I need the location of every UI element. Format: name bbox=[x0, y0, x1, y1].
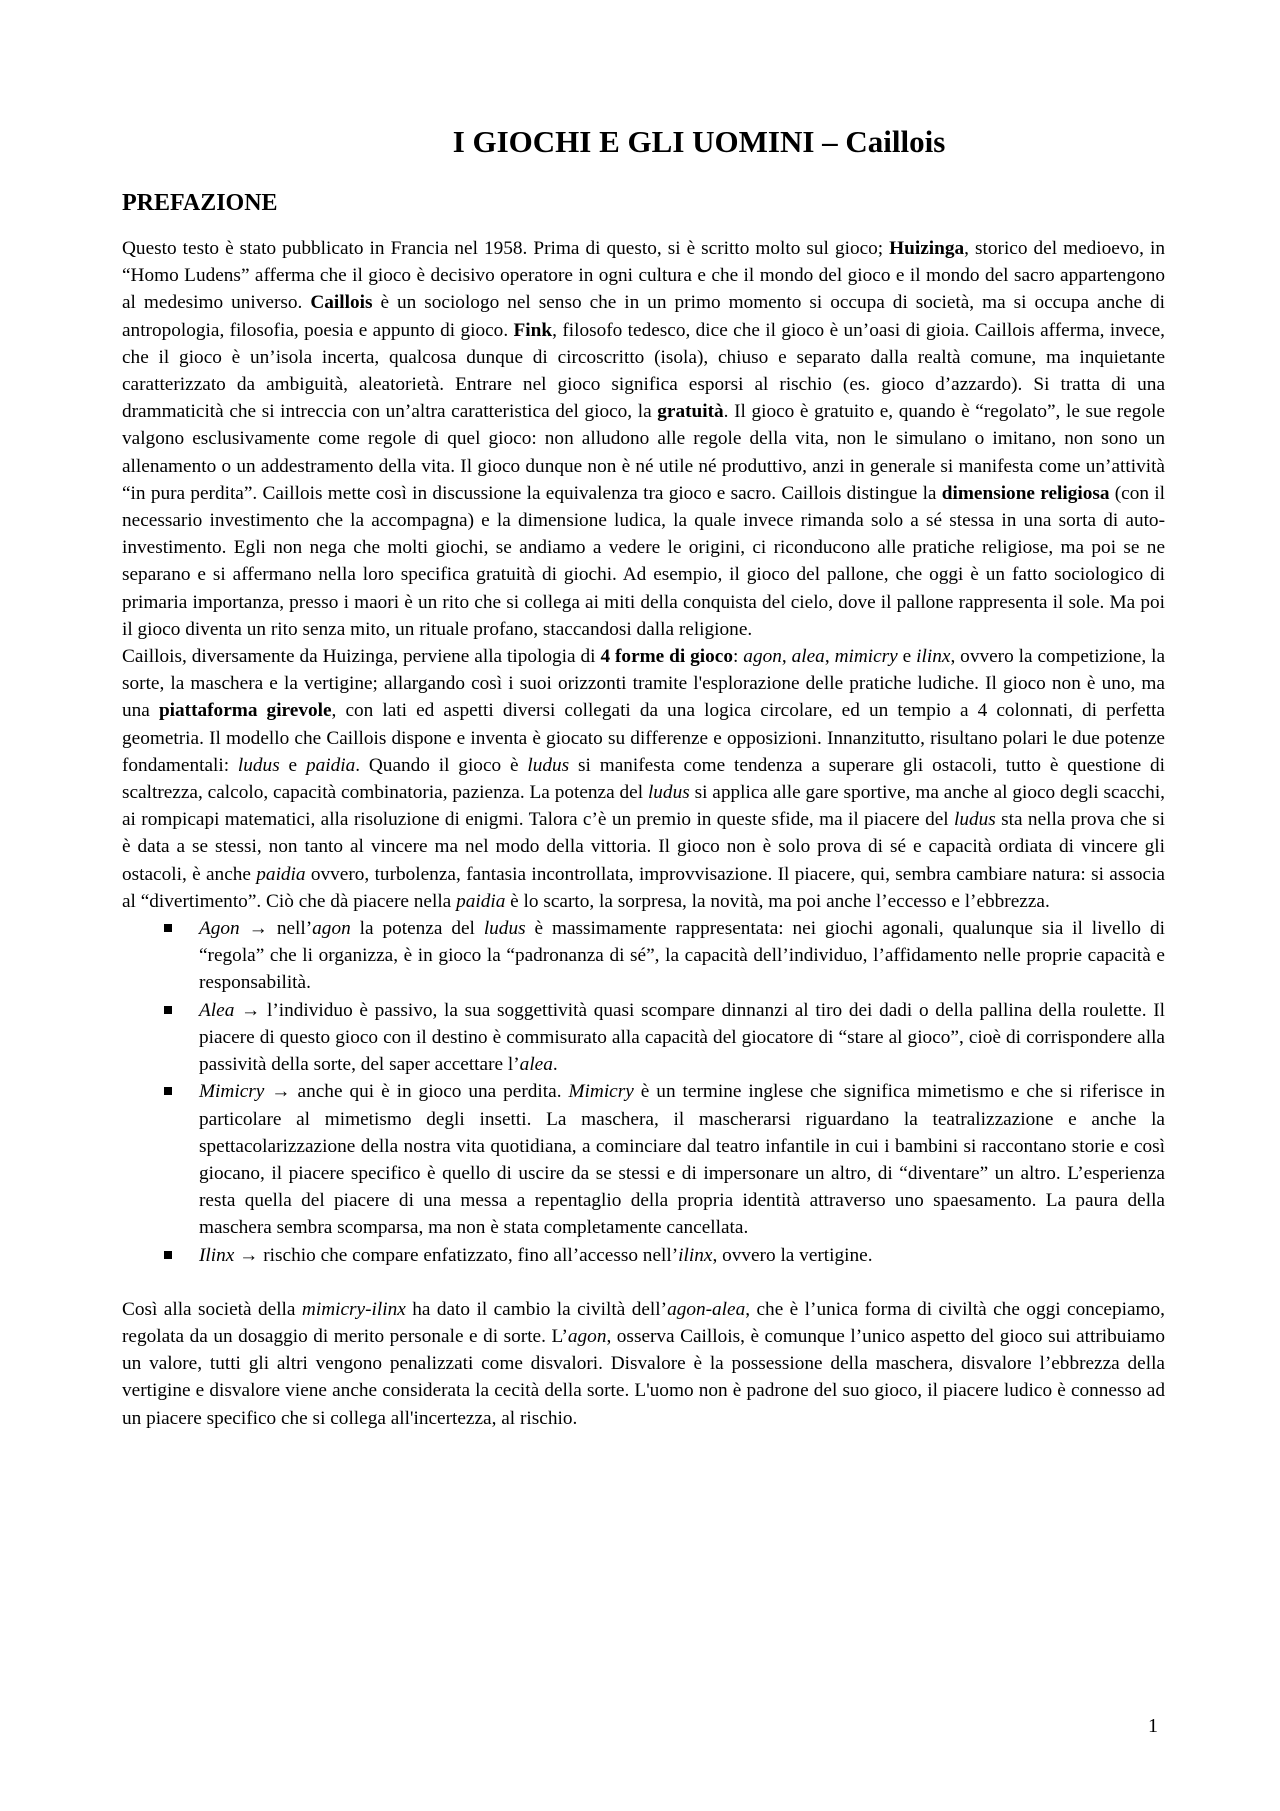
text-run: (con il necessario investimento che la accompagna) e la dimensione ludica, la quale invece rimanda solo a sé stessa in una sorta di auto-investimento. Egli non nega che molti giochi, se andiamo a vedere le origini, ci riconducono alle pratiche religiose, ma poi se ne separano e si affermano nella loro specifica gratuità di giochi. Ad esempio, il gioco del pallone, che oggi è un fatto sociologico di primaria importanza, presso i maori è un rito che si collega ai miti della conquista del cielo, dove il pallone rappresenta il sole. Ma poi il gioco diventa un rito senza mito, un rituale profano, staccandosi dalla religione. bbox=[122, 482, 1165, 640]
text-run: → l’individuo è passivo, la sua soggettività quasi scompare dinnanzi al tiro dei dadi o della pallina della roulette. Il piacere di questo gioco con il destino è commisurato alla capacità del giocatore di “stare al gioco”, cioè di corrispondere alla passività della sorte, del saper accettare l’ bbox=[199, 999, 1165, 1076]
italic-text: ilinx bbox=[678, 1244, 713, 1266]
italic-text: ludus bbox=[527, 754, 570, 776]
list-item-text bbox=[199, 1000, 1165, 1075]
text-run: : bbox=[733, 646, 744, 668]
text-run: , bbox=[824, 646, 835, 668]
bullet-icon bbox=[164, 1087, 172, 1095]
list-item bbox=[122, 915, 1165, 997]
section-heading: PREFAZIONE bbox=[122, 190, 278, 216]
bold-text: 4 forme di gioco bbox=[600, 646, 734, 668]
italic-text: agon bbox=[743, 646, 782, 668]
text-run: , che è l’unica forma di civiltà che oggi concepiamo, regolata da un dosaggio di merito personale e di sorte. L’ bbox=[122, 1298, 1165, 1347]
italic-text: paidia bbox=[305, 754, 356, 776]
document-body bbox=[122, 235, 1165, 1432]
italic-text: Agon bbox=[199, 918, 240, 940]
bold-text: Caillois bbox=[310, 292, 373, 314]
text-run: è un termine inglese che significa mimetismo e che si riferisce in particolare al mimetismo degli insetti. La maschera, il mascherarsi riguardano la teatralizzazione e anche la spettacolarizzazione della nostra vita quotidiana, a cominciare dal teatro infantile in cui i bambini si raccontano storie e così giocano, il piacere specifico è quello di uscire da se stessi e di impersonare un altro, di “diventare” un altro. L’esperienza resta quella del piacere di una messa a repentaglio della propria identità attraverso uno spaesamento. La paura della maschera sembra scomparsa, ma non è stata completamente cancellata. bbox=[199, 1081, 1165, 1239]
page-number: 1 bbox=[1148, 1715, 1158, 1737]
spacer bbox=[122, 1269, 1165, 1296]
list-item-text bbox=[199, 1081, 1165, 1238]
italic-text: paidia bbox=[456, 890, 506, 912]
italic-text: Mimicry bbox=[568, 1081, 634, 1103]
text-run: , osserva Caillois, è comunque l’unico aspetto del gioco sui attribuiamo un valore, tutti gli altri vengono penalizzati come disvalori. Disvalore è la possessione della maschera, disvalore l’ebbrezza della vertigine e disvalore viene anche considerata la cecità della sorte. L'uomo non è padrone del suo gioco, il piacere ludico è connesso ad un piacere specifico che si collega all'incertezza, al rischio. bbox=[122, 1325, 1165, 1429]
bold-text: gratuità bbox=[657, 401, 724, 423]
italic-text: ludus bbox=[237, 754, 280, 776]
list-item bbox=[122, 1242, 1165, 1269]
text-run: , storico del medioevo, in “Homo Ludens” afferma che il gioco è decisivo operatore in ogni cultura e che il mondo del gioco e il mondo del sacro appartengono al medesimo universo. bbox=[122, 238, 1165, 314]
text-run: è lo scarto, la sorpresa, la novità, ma poi anche l’eccesso e l’ebbrezza. bbox=[505, 890, 1050, 912]
bullet-list bbox=[122, 915, 1165, 1269]
bold-text: dimensione religiosa bbox=[941, 482, 1110, 504]
italic-text: mimicry bbox=[834, 646, 898, 668]
italic-text: Ilinx bbox=[199, 1244, 235, 1266]
text-run: , con lati ed aspetti diversi collegati da una logica circolare, ed un tempio a 4 colonnati, di perfetta geometria. Il modello che Caillois dispone e inventa è giocato su differenze e opposizioni. Innanzitutto, risultano polari le due potenze fondamentali: bbox=[122, 700, 1165, 776]
italic-text: agon bbox=[312, 918, 351, 940]
italic-text: Alea bbox=[199, 999, 235, 1021]
text-run: sta nella prova che si è data a se stessi, non tanto al vincere ma nel modo della vittoria. Il gioco non è solo prova di sé e capacità ordiata di vincere gli ostacoli, è anche bbox=[122, 809, 1166, 885]
list-item bbox=[122, 997, 1165, 1079]
text-run: . Il gioco è gratuito e, quando è “regolato”, le sue regole valgono esclusivamente come regole di quel gioco: non alludono alle regole della vita, non le simulano o imitano, non sono un allenamento o un addestramento della vita. Il gioco dunque non è né utile né produttivo, anzi in generale si manifesta come un’attività “in pura perdita”. Caillois mette così in discussione la equivalenza tra gioco e sacro. Caillois distingue la bbox=[122, 401, 1165, 504]
text-run: Caillois, diversamente da Huizinga, perviene alla tipologia di bbox=[122, 646, 601, 668]
italic-text: alea bbox=[519, 1054, 553, 1076]
text-run: Così alla società della bbox=[122, 1298, 302, 1320]
text-run: . Quando il gioco è bbox=[355, 754, 528, 776]
text-run: la potenza del bbox=[350, 918, 484, 940]
text-run: ha dato il cambio la civiltà dell’ bbox=[405, 1298, 668, 1320]
bold-text: Fink bbox=[513, 319, 553, 341]
text-run: Questo testo è stato pubblicato in Francia nel 1958. Prima di questo, si è scritto molto sul gioco; bbox=[122, 238, 890, 259]
text-run: si applica alle gare sportive, ma anche al gioco degli scacchi, ai rompicapi matematici, alla risoluzione di enigmi. Talora c’è un premio in queste sfide, ma il piacere del bbox=[122, 782, 1165, 831]
text-run: ovvero, turbolenza, fantasia incontrollata, improvvisazione. Il piacere, qui, sembra cambiare natura: si associa al “divertimento”. Ciò che dà piacere nella bbox=[122, 863, 1165, 912]
text-run: è un sociologo nel senso che in un primo momento si occupa di società, ma si occupa anche di antropologia, filosofia, poesia e appunto di gioco. bbox=[122, 292, 1165, 341]
text-run: e bbox=[279, 754, 306, 776]
bullet-icon bbox=[164, 924, 172, 932]
list-item-text bbox=[199, 1245, 873, 1266]
paragraph bbox=[122, 235, 1165, 643]
italic-text: agon-alea bbox=[667, 1298, 746, 1320]
italic-text: mimicry-ilinx bbox=[301, 1298, 406, 1320]
text-run: → nell’ bbox=[239, 918, 313, 940]
bold-text: piattaforma girevole bbox=[158, 700, 332, 722]
text-run: → rischio che compare enfatizzato, fino all’accesso nell’ bbox=[234, 1244, 679, 1266]
italic-text: ludus bbox=[954, 809, 996, 831]
text-run: , bbox=[781, 646, 792, 668]
italic-text: ludus bbox=[647, 782, 690, 804]
italic-text: Mimicry bbox=[199, 1081, 265, 1103]
text-run: . bbox=[552, 1054, 558, 1076]
document-title: I GIOCHI E GLI UOMINI – Caillois bbox=[452, 124, 946, 159]
text-run: è massimamente rappresentata: nei giochi agonali, qualunque sia il livello di “regola” che li organizza, è in gioco la “padronanza di sé”, la capacità dell’individuo, l’affidamento nelle proprie capacità e responsabilità. bbox=[199, 918, 1165, 994]
text-run: , ovvero la vertigine. bbox=[712, 1244, 873, 1266]
italic-text: agon bbox=[567, 1325, 607, 1347]
list-item-text bbox=[199, 918, 1165, 993]
italic-text: alea bbox=[791, 646, 825, 668]
text-run: si manifesta come tendenza a superare gli ostacoli, tutto è questione di scaltrezza, calcolo, capacità combinatoria, pazienza. La potenza del bbox=[122, 754, 1166, 804]
italic-text: ilinx bbox=[916, 646, 951, 668]
text-run: , ovvero la competizione, la sorte, la maschera e la vertigine; allargando così i suoi orizzonti tramite l'esplorazione delle pratiche ludiche. Il gioco non è uno, ma una bbox=[122, 646, 1166, 722]
italic-text: ludus bbox=[483, 918, 526, 940]
bullet-icon bbox=[164, 1006, 172, 1014]
bullet-icon bbox=[164, 1251, 172, 1259]
paragraph bbox=[122, 643, 1165, 915]
italic-text: paidia bbox=[256, 863, 306, 885]
text-run: e bbox=[897, 646, 917, 668]
list-item bbox=[122, 1078, 1165, 1241]
text-run: → anche qui è in gioco una perdita. bbox=[264, 1081, 569, 1103]
text-run: , filosofo tedesco, dice che il gioco è un’oasi di gioia. Caillois afferma, invece, che il gioco è un’isola incerta, qualcosa dunque di circoscritto (isola), chiuso e separato dalla realtà comune, ma inquietante caratterizzato da ambiguità, aleatorietà. Entrare nel gioco significa esporsi al rischio (es. gioco d’azzardo). Si tratta di una drammaticità che si intreccia con un’altra caratteristica del gioco, la bbox=[122, 319, 1165, 423]
closing-paragraph bbox=[122, 1296, 1165, 1432]
bold-text: Huizinga bbox=[889, 238, 965, 259]
